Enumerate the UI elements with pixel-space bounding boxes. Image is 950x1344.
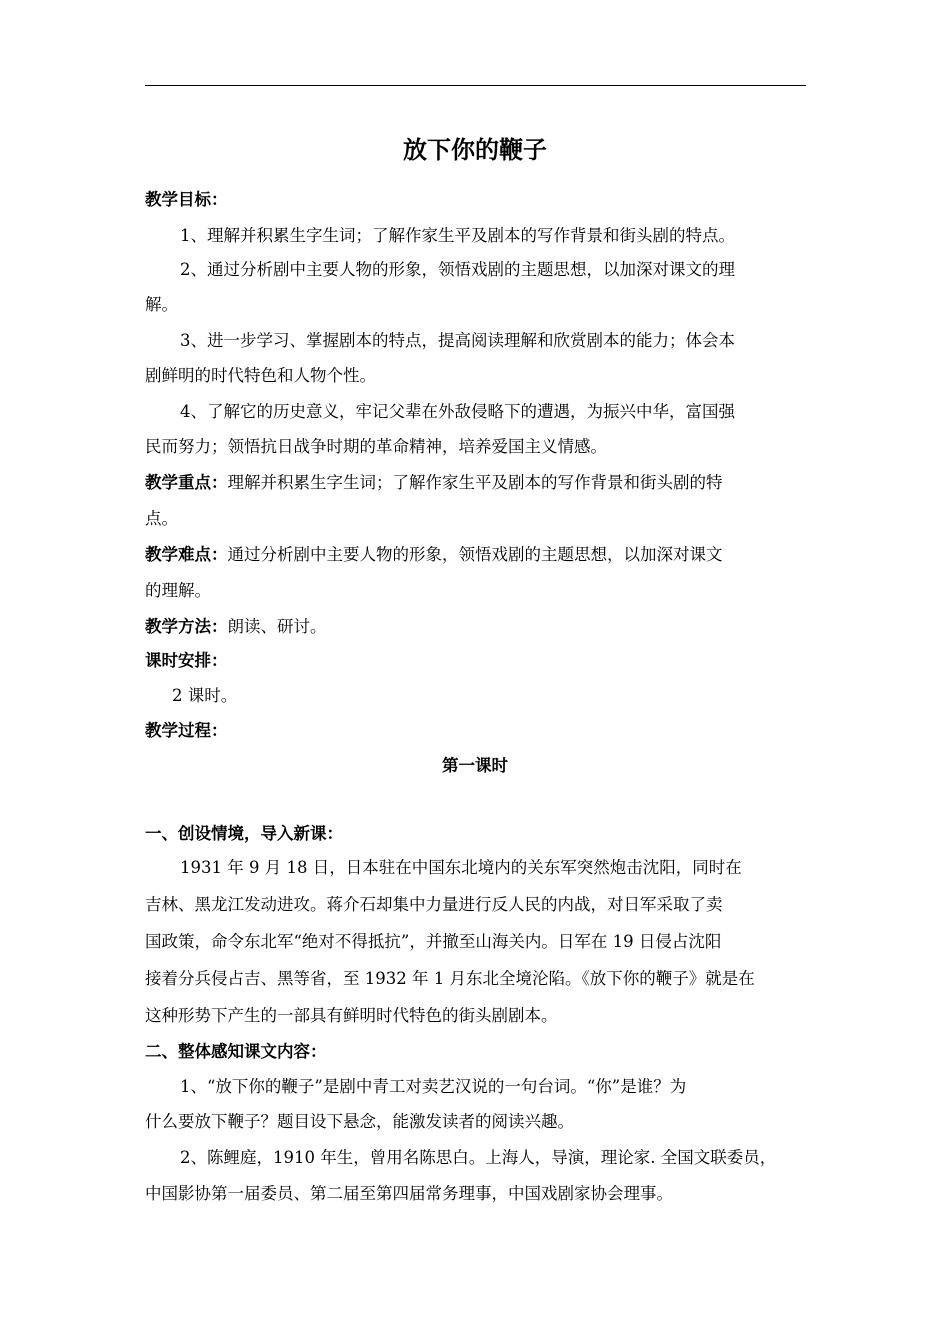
- section-2-item-2-line-2: 中国影协第一届委员、第二届至第四届常务理事，中国戏剧家协会理事。: [145, 1184, 673, 1203]
- key-points-line-2: 点。: [145, 509, 178, 528]
- section-1-para-line-2: 吉林、黑龙江发动进攻。蒋介石却集中力量进行反人民的内战，对日军采取了卖: [145, 895, 723, 914]
- teaching-method-text: 朗读、研讨。: [227, 617, 327, 636]
- objective-4-line-2: 民而努力；领悟抗日战争时期的革命精神，培养爱国主义情感。: [145, 437, 607, 456]
- objective-2-line-1: 2、通过分析剧中主要人物的形象，领悟戏剧的主题思想，以加深对课文的理: [180, 260, 735, 279]
- objective-4-line-1: 4、了解它的历史意义，牢记父辈在外敌侵略下的遭遇，为振兴中华，富国强: [180, 402, 735, 421]
- section-1-para-line-3: 国政策，命令东北军“绝对不得抵抗”，并撤至山海关内。日军在 19 日侵占沈阳: [145, 932, 722, 951]
- key-points: [145, 471, 806, 495]
- key-points-text: 理解并积累生字生词；了解作家生平及剧本的写作背景和街头剧的特: [227, 473, 723, 492]
- section-2-item-1-line-2: 什么要放下鞭子？题目设下悬念，能激发读者的阅读兴趣。: [145, 1112, 574, 1131]
- lesson-1-heading: 第一课时: [442, 756, 508, 775]
- section-1-para-line-1: 1931 年 9 月 18 日，日本驻在中国东北境内的关东军突然炮击沈阳，同时在: [180, 858, 742, 877]
- section-1-heading: 一、创设情境，导入新课：: [145, 824, 343, 843]
- document-title: 放下你的鞭子: [403, 136, 547, 164]
- objective-2-line-2: 解。: [145, 295, 178, 314]
- difficult-points: [145, 543, 806, 567]
- process-heading: 教学过程：: [145, 721, 228, 740]
- teaching-method-label: 教学方法：: [145, 617, 228, 636]
- section-1-para-line-5: 这种形势下产生的一部具有鲜明时代特色的街头剧剧本。: [145, 1006, 558, 1025]
- key-points-label: 教学重点：: [145, 473, 228, 492]
- difficult-points-label: 教学难点：: [145, 545, 228, 564]
- objective-1: 1、理解并积累生字生词；了解作家生平及剧本的写作背景和街头剧的特点。: [180, 226, 735, 245]
- section-1-para-line-4: 接着分兵侵占吉、黑等省，至 1932 年 1 月东北全境沦陷。《放下你的鞭子》就是在: [145, 969, 755, 988]
- section-2-item-2-line-1: 2、陈鲤庭，1910 年生，曾用名陈思白。上海人，导演，理论家. 全国文联委员，: [180, 1148, 777, 1167]
- objectives-heading: 教学目标：: [145, 190, 228, 209]
- objective-3-line-1: 3、进一步学习、掌握剧本的特点，提高阅读理解和欣赏剧本的能力；体会本: [180, 331, 735, 350]
- section-2-item-1-line-1: 1、“放下你的鞭子”是剧中青工对卖艺汉说的一句台词。“你”是谁？为: [180, 1077, 687, 1096]
- difficult-points-text: 通过分析剧中主要人物的形象，领悟戏剧的主题思想，以加深对课文: [227, 545, 723, 564]
- schedule-heading: 课时安排：: [145, 651, 228, 670]
- objective-3-line-2: 剧鲜明的时代特色和人物个性。: [145, 366, 376, 385]
- teaching-method: [145, 615, 806, 639]
- section-2-heading: 二、整体感知课文内容：: [145, 1042, 327, 1061]
- header-rule: [145, 85, 806, 86]
- difficult-points-line-2: 的理解。: [145, 581, 211, 600]
- schedule-text: 2 课时。: [172, 686, 238, 705]
